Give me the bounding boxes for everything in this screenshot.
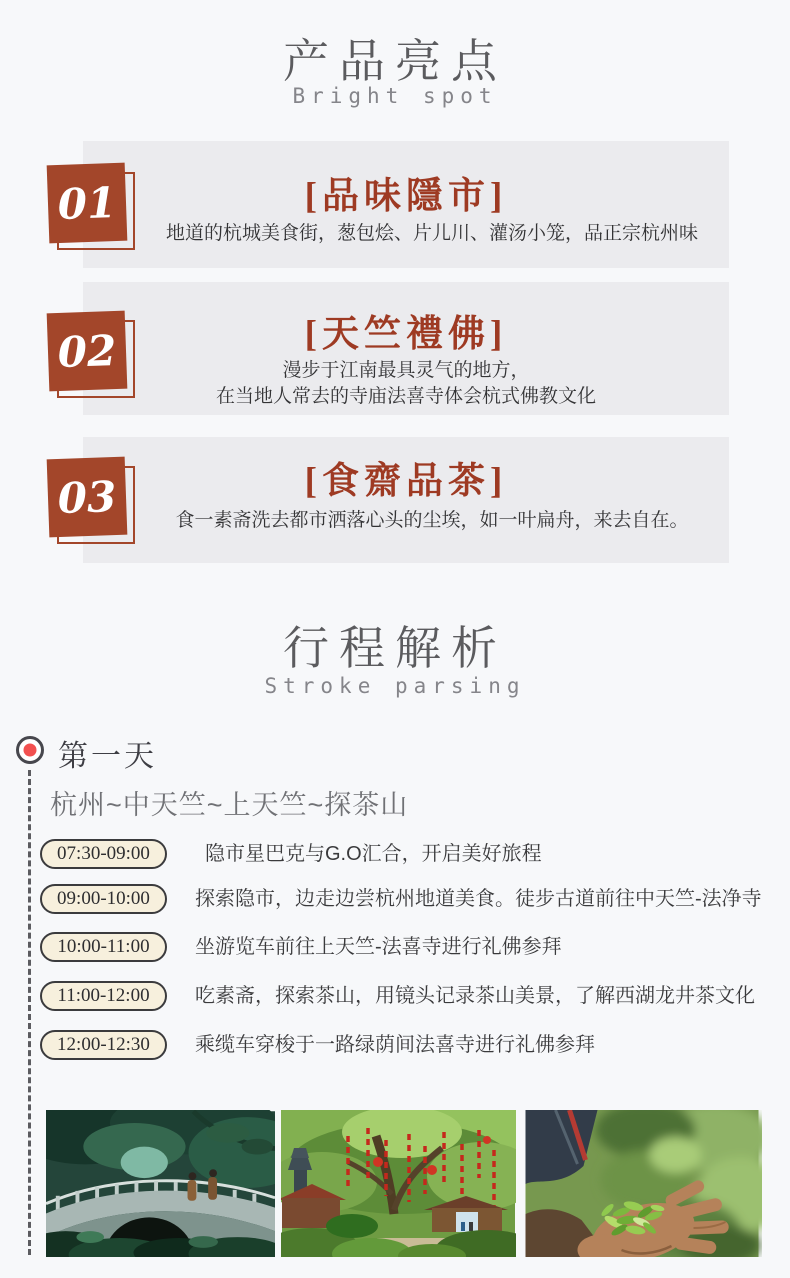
schedule-time-badge: 07:30-09:00 (40, 839, 167, 869)
itinerary-title: 行程解析 (283, 622, 507, 674)
schedule-activity: 隐市星巴克与G.O汇合，开启美好旅程 (205, 843, 542, 865)
schedule-activity: 坐游览车前往上天竺-法喜寺进行礼佛参拜 (195, 936, 562, 958)
schedule-activity: 乘缆车穿梭于一路绿荫间法喜寺进行礼佛参拜 (195, 1034, 595, 1056)
day-bullet-icon (16, 736, 44, 764)
highlights-title: 产品亮点 (283, 35, 507, 87)
photo-temple-red-lanterns (281, 1110, 516, 1257)
highlight-3-heading: [食齋品茶] (304, 461, 508, 502)
timeline-dashed-line (28, 770, 31, 1255)
schedule-time-badge: 09:00-10:00 (40, 884, 167, 914)
highlight-2-heading: [天竺禮佛] (304, 314, 508, 355)
day-label: 第一天 (58, 740, 157, 773)
day-bullet-dot (24, 744, 37, 757)
day-route: 杭州~中天竺~上天竺~探茶山 (50, 790, 409, 820)
highlight-1-number: 01 (47, 163, 128, 244)
photo-hand-tea-leaves (522, 1110, 762, 1257)
schedule-time-badge: 12:00-12:30 (40, 1030, 167, 1060)
itinerary-subtitle: Stroke parsing (264, 674, 526, 698)
schedule-activity: 探索隐市，边走边尝杭州地道美食。徒步古道前往中天竺-法净寺 (195, 888, 762, 910)
highlights-subtitle: Bright spot (292, 84, 498, 108)
highlight-2-text-line2: 在当地人常去的寺庙法喜寺体会杭式佛教文化 (215, 386, 596, 407)
schedule-time-badge: 10:00-11:00 (40, 932, 167, 962)
highlight-3-text: 食一素斋洗去都市洒落心头的尘埃，如一叶扁舟，来去自在。 (175, 510, 689, 531)
photo-stone-bridge-with-monks (46, 1110, 275, 1257)
highlight-2-number: 02 (47, 311, 128, 392)
highlight-3-number: 03 (47, 457, 128, 538)
highlight-1-text: 地道的杭城美食街，葱包烩、片儿川、灌汤小笼，品正宗杭州味 (165, 223, 698, 244)
highlight-2-text-line1: 漫步于江南最具灵气的地方， (282, 360, 530, 381)
highlight-1-heading: [品味隱市] (304, 176, 508, 217)
schedule-time-badge: 11:00-12:00 (40, 981, 167, 1011)
schedule-activity: 吃素斋，探索茶山，用镜头记录茶山美景，了解西湖龙井茶文化 (195, 985, 755, 1007)
